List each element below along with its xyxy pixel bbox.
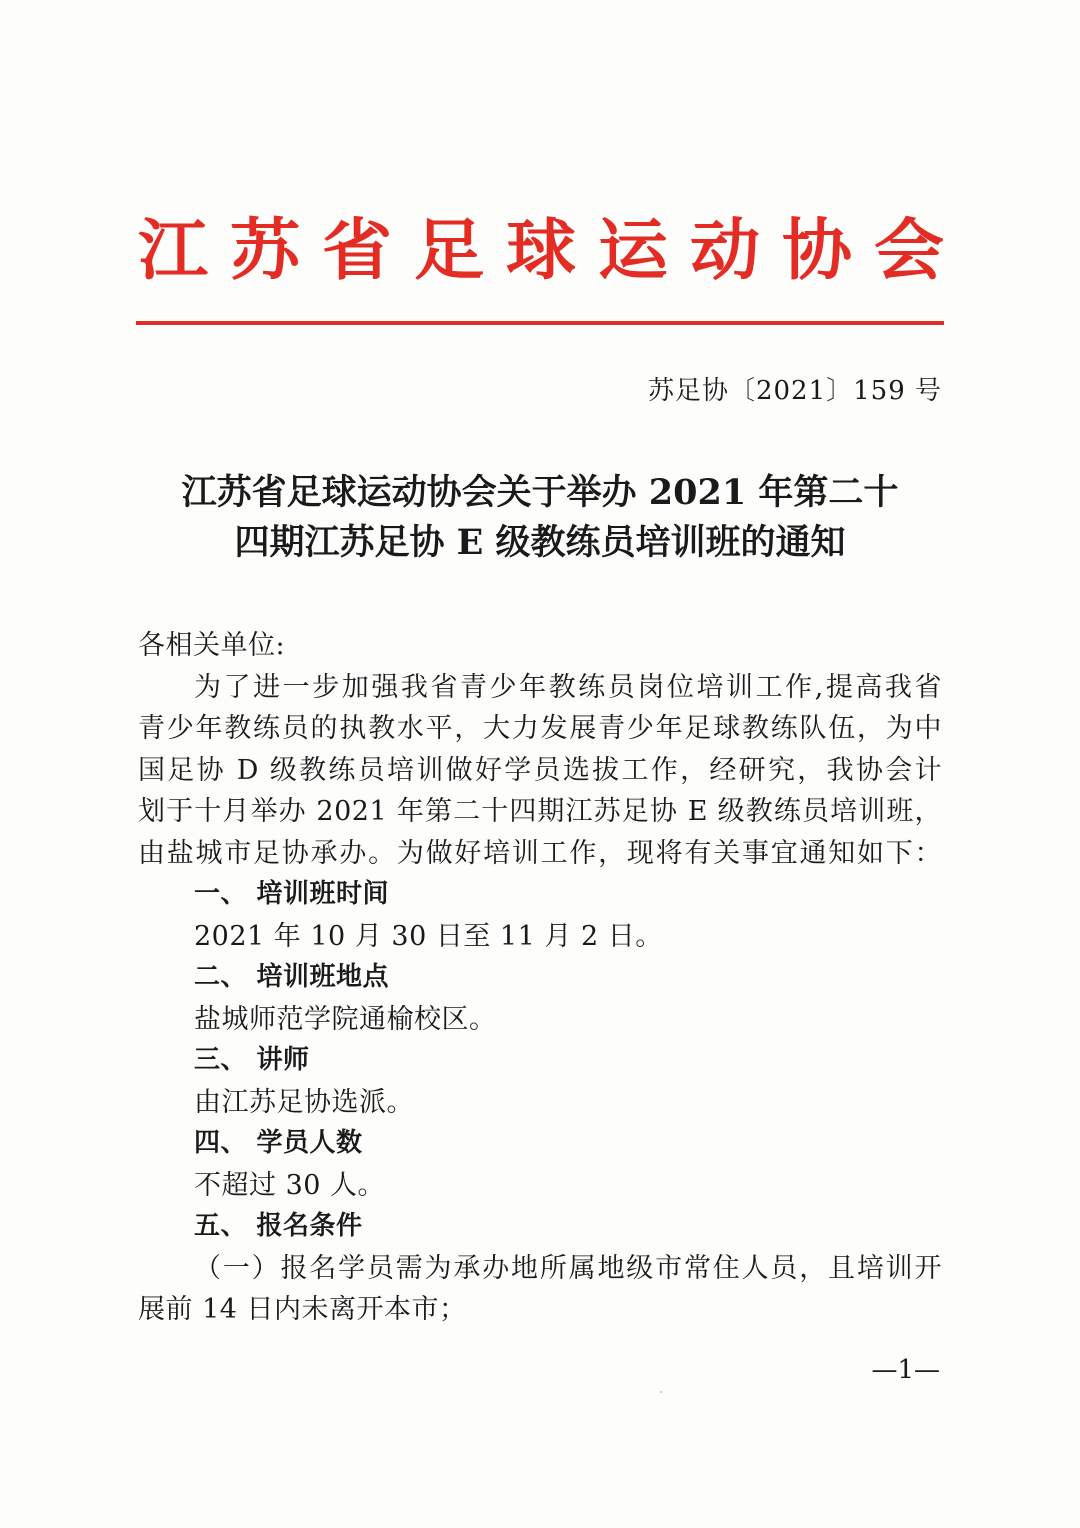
letterhead-divider (136, 321, 944, 325)
title-line-2: 四期江苏足协 E 级教练员培训班的通知 (234, 522, 846, 563)
section-heading-participants: 四、 学员人数 (194, 1128, 363, 1158)
document-title (136, 468, 944, 568)
section-heading-location: 二、 培训班地点 (194, 962, 390, 992)
letterhead-char: 会 (874, 210, 944, 289)
letterhead-char: 江 (138, 210, 208, 289)
document-number: 苏足协〔2021〕159 号 (647, 376, 942, 406)
letterhead-char: 协 (782, 210, 852, 289)
letterhead-char: 运 (598, 210, 668, 289)
salutation: 各相关单位: (138, 630, 286, 661)
letterhead-char: 动 (690, 210, 760, 289)
intro-line: 国足协 D 级教练员培训做好学员选拔工作，经研究，我协会计 (138, 754, 942, 786)
section-heading-time: 一、 培训班时间 (194, 879, 390, 909)
letterhead-org-name (138, 205, 944, 295)
letterhead-char: 足 (414, 210, 484, 289)
intro-line: 划于十月举办 2021 年第二十四期江苏足协 E 级教练员培训班， (138, 796, 942, 827)
condition-line: （一）报名学员需为承办地所属地级市常住人员，且培训开 (194, 1252, 942, 1284)
letterhead-char: 苏 (230, 210, 300, 289)
section-heading-requirements: 五、 报名条件 (194, 1211, 363, 1241)
section-text-instructor: 由江苏足协选派。 (194, 1086, 414, 1118)
letterhead-char: 球 (506, 210, 576, 289)
condition-line: 展前 14 日内未离开本市； (138, 1294, 467, 1325)
section-heading-instructor: 三、 讲师 (194, 1045, 310, 1075)
intro-line: 为了进一步加强我省青少年教练员岗位培训工作,提高我省 (194, 671, 942, 703)
title-line-1: 江苏省足球运动协会关于举办 2021 年第二十 (181, 472, 899, 513)
page-number: —1— (871, 1355, 940, 1385)
section-text-location: 盐城师范学院通榆校区。 (194, 1003, 497, 1035)
intro-line: 青少年教练员的执教水平，大力发展青少年足球教练队伍，为中 (138, 713, 942, 744)
section-text-participants: 不超过 30 人。 (194, 1169, 386, 1201)
paper-speck (660, 1391, 662, 1393)
section-text-time: 2021 年 10 月 30 日至 11 月 2 日。 (194, 920, 663, 952)
document-body (138, 625, 942, 1331)
intro-line: 由盐城市足协承办。为做好培训工作，现将有关事宜通知如下： (138, 837, 942, 869)
letterhead-char: 省 (322, 210, 392, 289)
